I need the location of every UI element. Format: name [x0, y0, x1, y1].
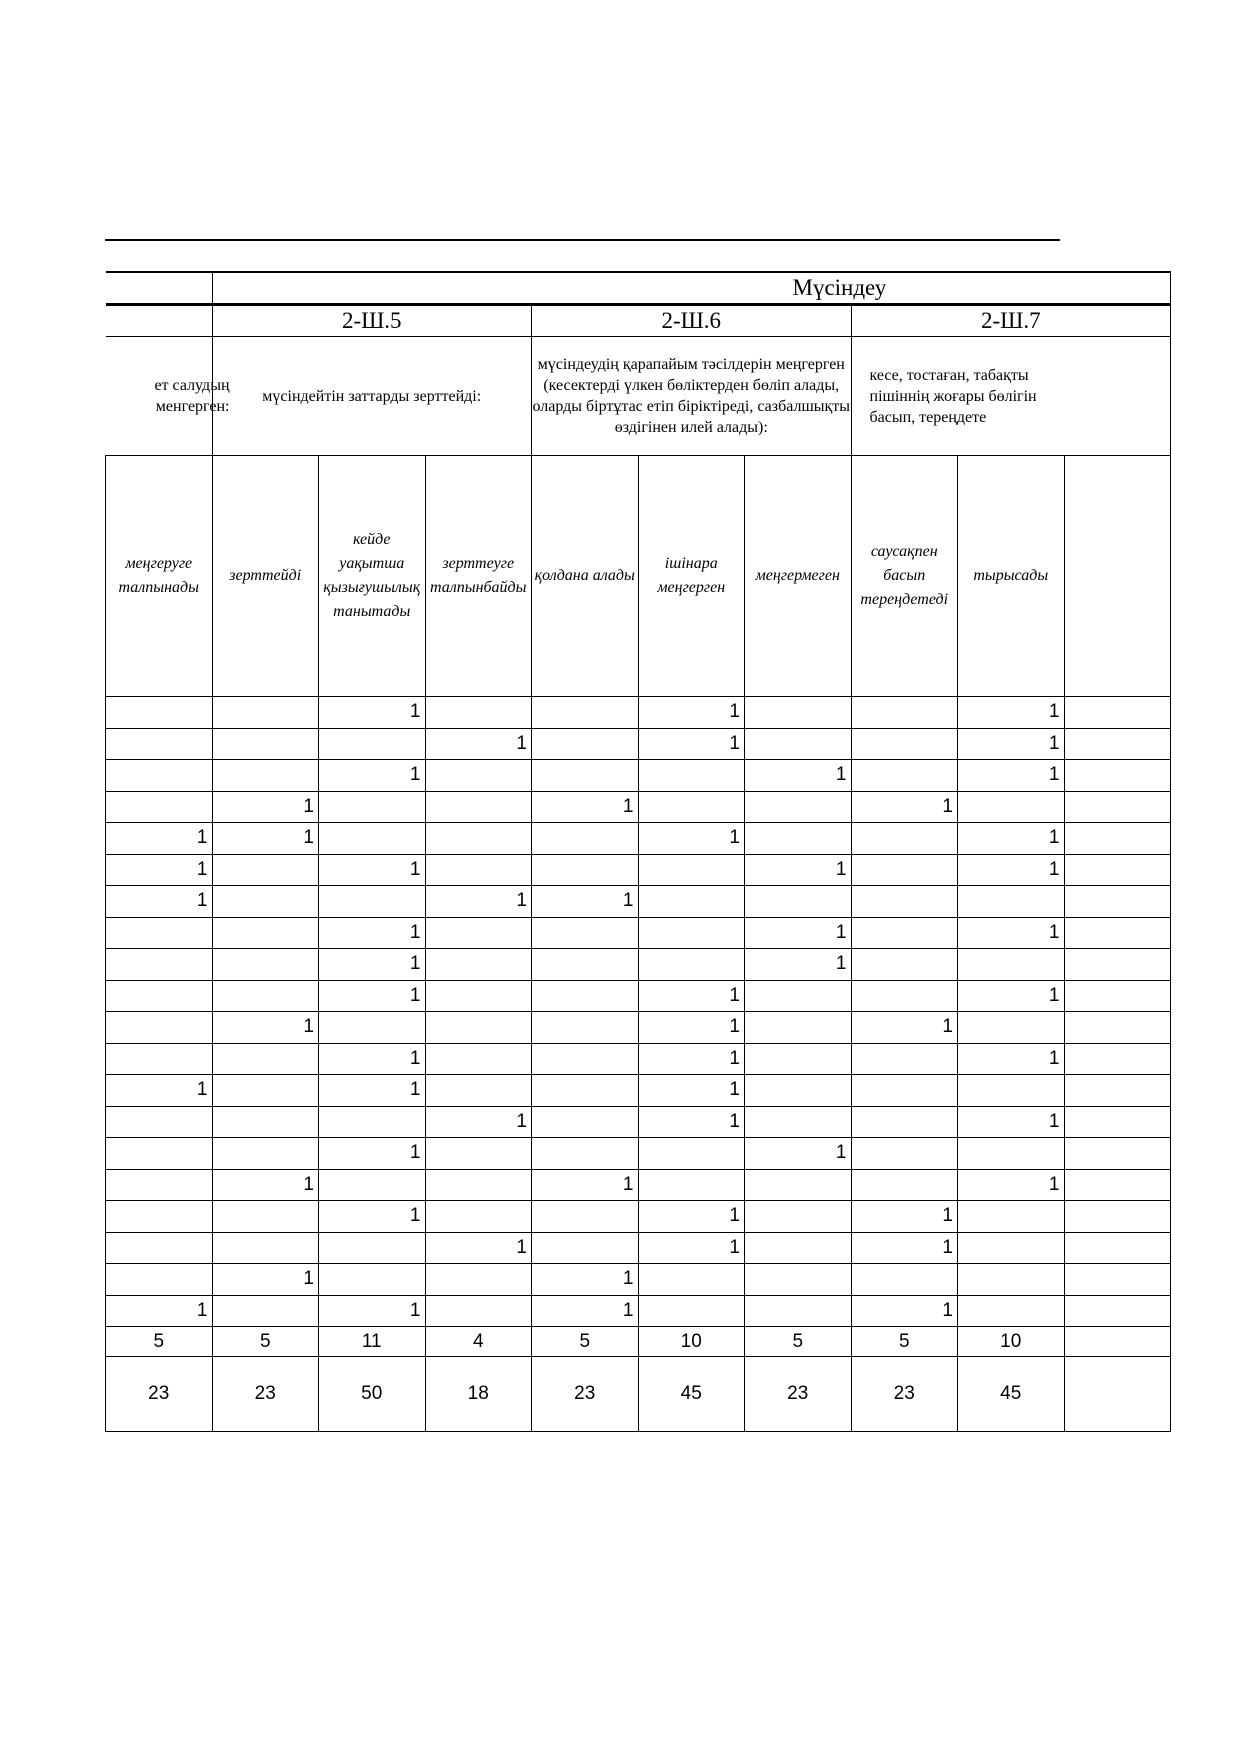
section-left-cell — [106, 272, 213, 305]
table-cell — [106, 697, 213, 729]
table-cell — [212, 949, 319, 981]
table-cell: 1 — [851, 1295, 958, 1327]
table-cell — [106, 917, 213, 949]
table-cell: 1 — [319, 980, 426, 1012]
table-cell — [532, 728, 639, 760]
table-cell — [425, 949, 532, 981]
table-cell: 1 — [532, 1295, 639, 1327]
table-cell — [212, 1075, 319, 1107]
table-cell: 1 — [319, 1075, 426, 1107]
table-cell — [851, 728, 958, 760]
section-title: Мүсіндеу — [212, 272, 1171, 305]
table-row — [106, 917, 1171, 949]
table-cell: 1 — [319, 760, 426, 792]
table-cell: 1 — [106, 1075, 213, 1107]
table-cell — [745, 1012, 852, 1044]
subheader-cell: меңгермеген — [745, 456, 852, 697]
percent-cell: 45 — [958, 1357, 1065, 1432]
table-cell — [638, 917, 745, 949]
table-cell: 1 — [212, 1169, 319, 1201]
table-cell — [851, 1106, 958, 1138]
table-cell: 1 — [319, 1138, 426, 1170]
percent-cell: 23 — [532, 1357, 639, 1432]
description-2-sh-5: мүсіндейтін заттарды зерттейді: — [212, 337, 532, 456]
description-2-sh-7: кесе, тостаған, табақты пішіннің жоғары бөлігін басып, тереңдете — [851, 337, 1171, 456]
table-cell — [958, 1138, 1065, 1170]
table-cell — [745, 886, 852, 918]
table-cell — [212, 760, 319, 792]
table-cell-overflow — [1064, 823, 1171, 855]
table-cell: 1 — [958, 917, 1065, 949]
table-row — [106, 697, 1171, 729]
table-cell-overflow — [1064, 1295, 1171, 1327]
table-cell — [212, 697, 319, 729]
table-cell — [212, 980, 319, 1012]
total-cell: 11 — [319, 1327, 426, 1357]
subheader-cell: ішінара меңгерген — [638, 456, 745, 697]
table-cell-overflow — [1064, 917, 1171, 949]
table-cell — [425, 1169, 532, 1201]
table-row — [106, 791, 1171, 823]
table-row — [106, 1169, 1171, 1201]
table-cell — [532, 823, 639, 855]
table-cell — [851, 697, 958, 729]
table-cell — [319, 1012, 426, 1044]
table-cell: 1 — [745, 760, 852, 792]
total-cell: 5 — [745, 1327, 852, 1357]
table-cell — [532, 1075, 639, 1107]
table-cell — [958, 1232, 1065, 1264]
table-cell: 1 — [745, 949, 852, 981]
table-cell — [425, 1043, 532, 1075]
table-cell: 1 — [106, 854, 213, 886]
table-cell — [851, 1138, 958, 1170]
table-cell: 1 — [958, 728, 1065, 760]
table-cell-overflow — [1064, 1169, 1171, 1201]
section-row — [106, 272, 1171, 305]
table-cell — [851, 823, 958, 855]
table-cell-overflow — [1064, 1264, 1171, 1296]
table-cell — [638, 949, 745, 981]
table-cell — [745, 1295, 852, 1327]
table-cell-overflow — [1064, 1138, 1171, 1170]
table-cell — [958, 886, 1065, 918]
table-cell: 1 — [851, 1201, 958, 1233]
table-row — [106, 728, 1171, 760]
table-cell — [106, 1043, 213, 1075]
spreadsheet-page — [105, 0, 1060, 1754]
percent-cell: 23 — [745, 1357, 852, 1432]
table-cell — [851, 886, 958, 918]
table-cell — [532, 1138, 639, 1170]
table-cell: 1 — [638, 697, 745, 729]
table-cell — [745, 1043, 852, 1075]
table-cell — [425, 1201, 532, 1233]
table-cell — [745, 1264, 852, 1296]
description-left-partial — [106, 337, 230, 456]
table-cell-overflow — [1064, 1075, 1171, 1107]
table-cell-overflow — [1064, 980, 1171, 1012]
percent-cell: 23 — [851, 1357, 958, 1432]
table-row — [106, 823, 1171, 855]
table-cell: 1 — [319, 1043, 426, 1075]
table-row — [106, 854, 1171, 886]
table-cell: 1 — [532, 1264, 639, 1296]
total-cell: 10 — [958, 1327, 1065, 1357]
table-cell — [638, 1264, 745, 1296]
table-cell — [745, 791, 852, 823]
table-cell — [106, 1169, 213, 1201]
table-row — [106, 760, 1171, 792]
table-cell — [745, 980, 852, 1012]
table-cell — [106, 1138, 213, 1170]
table-row — [106, 1232, 1171, 1264]
table-cell — [532, 949, 639, 981]
table-cell — [532, 1106, 639, 1138]
table-cell — [532, 697, 639, 729]
table-cell — [638, 791, 745, 823]
table-cell — [532, 1043, 639, 1075]
table-cell — [106, 728, 213, 760]
table-cell — [319, 886, 426, 918]
table-row — [106, 1106, 1171, 1138]
table-cell — [958, 791, 1065, 823]
table-cell: 1 — [638, 1043, 745, 1075]
table-cell — [745, 823, 852, 855]
table-cell: 1 — [319, 1201, 426, 1233]
table-cell — [851, 1264, 958, 1296]
table-row — [106, 886, 1171, 918]
table-cell — [532, 1232, 639, 1264]
table-row — [106, 1264, 1171, 1296]
table-cell — [212, 1295, 319, 1327]
subheader-cell-overflow — [1064, 456, 1171, 697]
table-cell-overflow — [1064, 1043, 1171, 1075]
table-cell: 1 — [319, 854, 426, 886]
table-cell — [106, 791, 213, 823]
table-cell — [745, 1232, 852, 1264]
table-row — [106, 1138, 1171, 1170]
subheader-cell: тырысады — [958, 456, 1065, 697]
table-cell — [425, 1295, 532, 1327]
table-cell — [532, 1012, 639, 1044]
table-cell — [851, 1075, 958, 1107]
table-cell-overflow — [1064, 1106, 1171, 1138]
table-cell: 1 — [851, 1232, 958, 1264]
table-cell — [958, 1012, 1065, 1044]
table-cell — [638, 1138, 745, 1170]
table-cell — [745, 1201, 852, 1233]
table-cell: 1 — [745, 1138, 852, 1170]
table-cell — [319, 1169, 426, 1201]
table-cell — [958, 1295, 1065, 1327]
table-cell — [745, 1169, 852, 1201]
table-cell: 1 — [638, 980, 745, 1012]
code-row — [106, 305, 1171, 337]
table-cell — [319, 1232, 426, 1264]
code-cell-left — [106, 305, 213, 337]
table-cell — [532, 760, 639, 792]
table-cell — [745, 1075, 852, 1107]
table-cell — [106, 760, 213, 792]
table-cell — [319, 1264, 426, 1296]
totals-row — [106, 1327, 1171, 1357]
table-cell — [532, 980, 639, 1012]
table-cell: 1 — [745, 854, 852, 886]
table-row — [106, 980, 1171, 1012]
table-cell — [212, 854, 319, 886]
percent-row — [106, 1357, 1171, 1432]
percent-cell-overflow — [1064, 1357, 1171, 1432]
table-cell: 1 — [745, 917, 852, 949]
table-cell — [638, 1169, 745, 1201]
table-cell: 1 — [851, 1012, 958, 1044]
description-row — [106, 337, 1171, 456]
table-cell: 1 — [212, 823, 319, 855]
table-cell — [958, 1201, 1065, 1233]
table-cell — [958, 1075, 1065, 1107]
table-cell: 1 — [106, 1295, 213, 1327]
table-cell — [532, 854, 639, 886]
table-cell — [425, 697, 532, 729]
percent-cell: 23 — [106, 1357, 213, 1432]
table-cell — [532, 917, 639, 949]
table-cell-overflow — [1064, 791, 1171, 823]
subheader-cell: меңгеруге талпынады — [106, 456, 213, 697]
table-cell: 1 — [319, 949, 426, 981]
table-cell: 1 — [638, 1232, 745, 1264]
top-rule — [105, 239, 1060, 241]
total-cell: 10 — [638, 1327, 745, 1357]
code-2-sh-5: 2-Ш.5 — [212, 305, 532, 337]
table-cell — [851, 854, 958, 886]
subheader-cell: зерттеуге талпынбайды — [425, 456, 532, 697]
table-cell — [212, 1106, 319, 1138]
table-cell: 1 — [425, 1232, 532, 1264]
table-cell — [745, 697, 852, 729]
table-cell: 1 — [425, 886, 532, 918]
table-cell-overflow — [1064, 1012, 1171, 1044]
table-row — [106, 1075, 1171, 1107]
table-cell: 1 — [212, 791, 319, 823]
table-cell — [106, 1106, 213, 1138]
table-cell: 1 — [212, 1012, 319, 1044]
total-cell: 5 — [851, 1327, 958, 1357]
table-cell-overflow — [1064, 886, 1171, 918]
table-cell — [319, 1106, 426, 1138]
table-cell: 1 — [106, 823, 213, 855]
table-cell: 1 — [532, 791, 639, 823]
table-cell — [425, 760, 532, 792]
table-cell: 1 — [425, 728, 532, 760]
table-cell: 1 — [532, 1169, 639, 1201]
table-cell: 1 — [319, 697, 426, 729]
table-cell — [106, 1264, 213, 1296]
table-cell: 1 — [958, 854, 1065, 886]
percent-cell: 45 — [638, 1357, 745, 1432]
description-2-sh-6: мүсіндеудің қарапайым тәсілдерін меңгерген (кесектерді үлкен бөліктерден бөліп алады, оларды біртұтас етіп біріктіреді, сазбалшықты өздігінен илей алады): — [532, 337, 852, 456]
subheader-cell: саусақпен басып тереңдетеді — [851, 456, 958, 697]
table-cell: 1 — [638, 1106, 745, 1138]
table-cell — [212, 1201, 319, 1233]
subheader-cell: зерттейді — [212, 456, 319, 697]
total-cell-overflow — [1064, 1327, 1171, 1357]
table-cell-overflow — [1064, 949, 1171, 981]
code-2-sh-6: 2-Ш.6 — [532, 305, 852, 337]
table-cell: 1 — [958, 980, 1065, 1012]
table-cell — [212, 1043, 319, 1075]
percent-cell: 50 — [319, 1357, 426, 1432]
table-cell — [106, 949, 213, 981]
table-cell: 1 — [638, 1012, 745, 1044]
table-cell: 1 — [638, 823, 745, 855]
table-cell-overflow — [1064, 1232, 1171, 1264]
table-cell — [425, 1075, 532, 1107]
table-row — [106, 1295, 1171, 1327]
table-cell: 1 — [532, 886, 639, 918]
table-cell-overflow — [1064, 1201, 1171, 1233]
table-cell — [638, 886, 745, 918]
table-cell: 1 — [958, 823, 1065, 855]
table-cell — [851, 917, 958, 949]
table-cell — [958, 949, 1065, 981]
code-2-sh-7: 2-Ш.7 — [851, 305, 1171, 337]
table-cell — [425, 917, 532, 949]
table-cell — [106, 1012, 213, 1044]
table-cell-overflow — [1064, 728, 1171, 760]
table-cell — [106, 1232, 213, 1264]
table-cell-overflow — [1064, 697, 1171, 729]
subheader-cell: кейде уақытша қызығушылық танытады — [319, 456, 426, 697]
table-cell — [745, 728, 852, 760]
table-cell — [958, 1264, 1065, 1296]
table-cell: 1 — [958, 760, 1065, 792]
table-cell: 1 — [319, 917, 426, 949]
table-cell — [425, 791, 532, 823]
table-cell: 1 — [851, 791, 958, 823]
table-cell — [319, 728, 426, 760]
table-cell: 1 — [425, 1106, 532, 1138]
table-cell — [851, 980, 958, 1012]
table-row — [106, 1201, 1171, 1233]
total-cell: 5 — [212, 1327, 319, 1357]
table-cell — [425, 980, 532, 1012]
table-cell — [425, 854, 532, 886]
table-cell — [638, 760, 745, 792]
percent-cell: 23 — [212, 1357, 319, 1432]
table-cell — [425, 1138, 532, 1170]
table-cell: 1 — [212, 1264, 319, 1296]
table-row — [106, 1012, 1171, 1044]
table-cell — [851, 760, 958, 792]
table-cell — [212, 1138, 319, 1170]
table-cell — [106, 1201, 213, 1233]
table-cell: 1 — [638, 1075, 745, 1107]
table-cell-overflow — [1064, 854, 1171, 886]
table-cell — [745, 1106, 852, 1138]
table-cell — [532, 1201, 639, 1233]
table-cell: 1 — [958, 1169, 1065, 1201]
table-cell: 1 — [638, 1201, 745, 1233]
table-cell — [425, 1264, 532, 1296]
table-row — [106, 949, 1171, 981]
total-cell: 5 — [106, 1327, 213, 1357]
table-cell — [425, 1012, 532, 1044]
table-cell — [212, 917, 319, 949]
table-row — [106, 1043, 1171, 1075]
subheader-cell: қолдана алады — [532, 456, 639, 697]
table-cell — [319, 823, 426, 855]
table-cell: 1 — [106, 886, 213, 918]
subheader-row — [106, 456, 1171, 697]
description-left-text: ет салудың менгерген: — [154, 377, 230, 415]
total-cell: 5 — [532, 1327, 639, 1357]
table-cell — [212, 1232, 319, 1264]
table-cell: 1 — [638, 728, 745, 760]
percent-cell: 18 — [425, 1357, 532, 1432]
table-cell — [212, 728, 319, 760]
table-cell — [638, 1295, 745, 1327]
table-cell — [638, 854, 745, 886]
table-cell — [851, 949, 958, 981]
table-cell: 1 — [958, 1043, 1065, 1075]
table-cell — [425, 823, 532, 855]
table-cell — [319, 791, 426, 823]
table-cell: 1 — [958, 1106, 1065, 1138]
table-cell: 1 — [958, 697, 1065, 729]
table-cell: 1 — [319, 1295, 426, 1327]
total-cell: 4 — [425, 1327, 532, 1357]
assessment-table — [105, 271, 1171, 1432]
table-cell — [212, 886, 319, 918]
table-cell — [106, 980, 213, 1012]
table-cell — [851, 1043, 958, 1075]
table-cell-overflow — [1064, 760, 1171, 792]
table-cell — [851, 1169, 958, 1201]
